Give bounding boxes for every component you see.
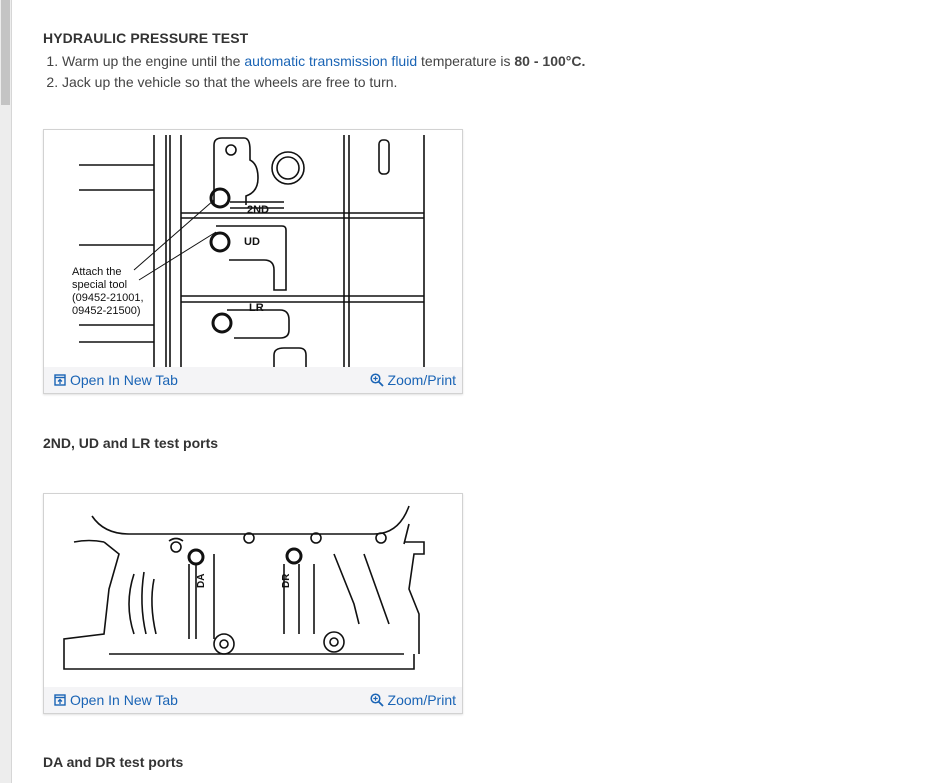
zoom-in-icon: [370, 373, 384, 387]
callout-line: 09452-21500): [72, 305, 141, 317]
article-content: [43, 30, 923, 93]
steps-list: [43, 51, 923, 93]
figure-toolbar: [44, 687, 462, 713]
diagram-2nd-ud-lr-ports: [44, 130, 462, 367]
callout-line: (09452-21001,: [72, 292, 144, 304]
zoom-print-label: Zoom/Print: [387, 372, 456, 388]
scrollbar-track[interactable]: [0, 0, 12, 783]
step-text: Warm up the engine until the: [62, 53, 245, 69]
figure-test-ports-1: [43, 129, 463, 394]
diagram-da-dr-ports: [44, 494, 462, 687]
figure-toolbar: [44, 367, 462, 393]
open-in-new-tab-label: Open In New Tab: [70, 692, 178, 708]
step-text: temperature is: [417, 53, 515, 69]
section-title: HYDRAULIC PRESSURE TEST: [43, 30, 249, 46]
callout-line: Attach the: [72, 266, 122, 278]
new-tab-icon: [54, 374, 66, 386]
port-label-dr: DR: [281, 573, 292, 588]
callout-line: special tool: [72, 279, 128, 291]
scrollbar-thumb[interactable]: [1, 0, 10, 105]
open-in-new-tab-button[interactable]: [54, 372, 178, 388]
figure-caption: DA and DR test ports: [43, 754, 184, 770]
zoom-in-icon: [370, 693, 384, 707]
figure-caption: 2ND, UD and LR test ports: [43, 435, 219, 451]
port-label-2nd: 2ND: [247, 204, 270, 216]
new-tab-icon: [54, 694, 66, 706]
zoom-print-button[interactable]: [370, 692, 456, 708]
atf-link[interactable]: automatic transmission fluid: [244, 53, 418, 69]
figure-test-ports-2: [43, 493, 463, 714]
port-label-lr: LR: [249, 302, 264, 314]
open-in-new-tab-button[interactable]: [54, 692, 178, 708]
open-in-new-tab-label: Open In New Tab: [70, 372, 178, 388]
zoom-print-button[interactable]: [370, 372, 456, 388]
step-item: 2. Jack up the vehicle so that the wheels are free to turn.: [62, 72, 923, 93]
zoom-print-label: Zoom/Print: [387, 692, 456, 708]
port-label-da: DA: [196, 573, 207, 588]
step-item: [62, 51, 923, 72]
port-label-ud: UD: [244, 236, 260, 248]
step-temperature: 80 - 100°C.: [514, 53, 586, 69]
